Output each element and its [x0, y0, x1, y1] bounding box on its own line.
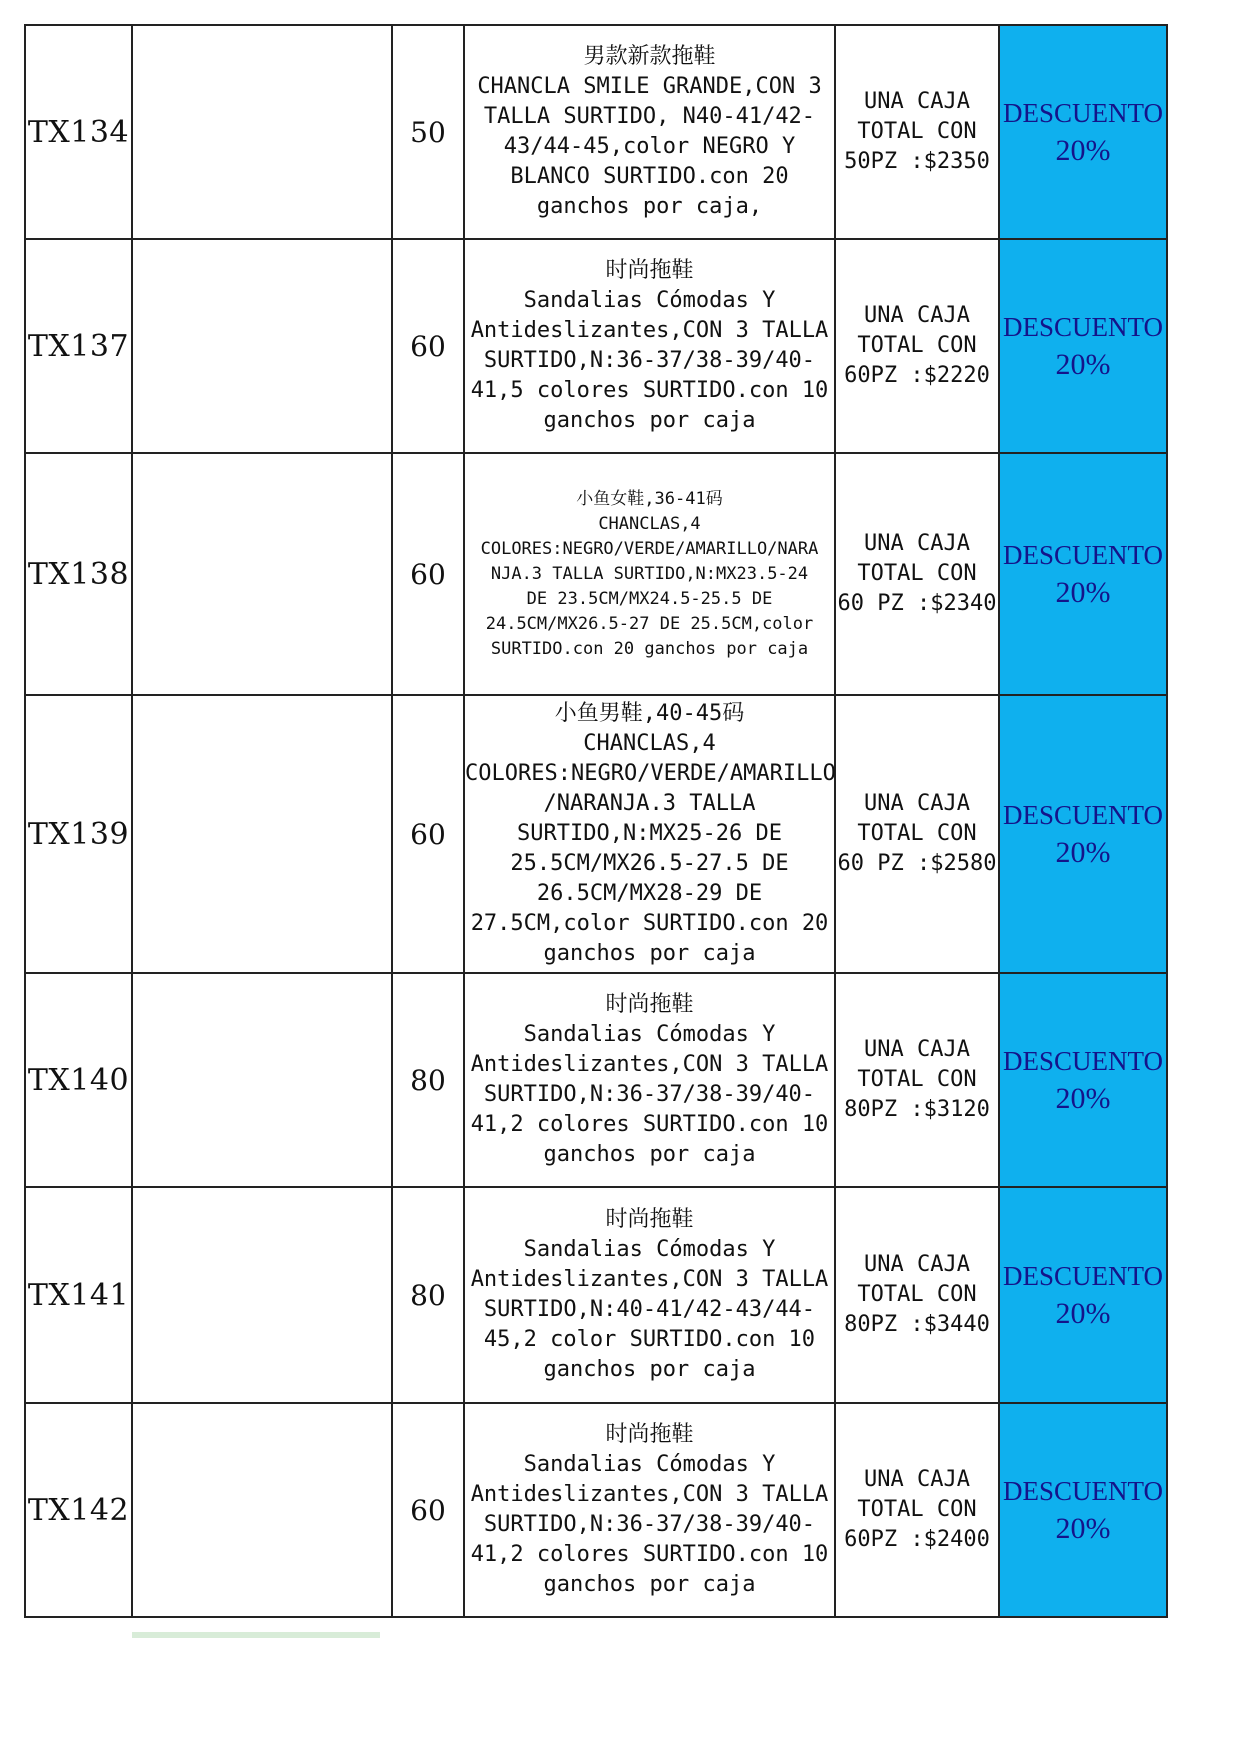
description-line: DE 23.5CM/MX24.5-25.5 DE [526, 588, 773, 609]
product-price: UNA CAJA TOTAL CON 50PZ :$2350 [835, 25, 999, 239]
product-row [25, 1187, 1167, 1403]
product-price: UNA CAJA TOTAL CON 80PZ :$3440 [835, 1187, 999, 1403]
product-row [25, 239, 1167, 453]
discount-label: DESCUENTO [1002, 800, 1163, 830]
product-photo-cell [132, 1403, 392, 1617]
description-line: 时尚拖鞋 [605, 1207, 694, 1232]
description-line: Sandalias Cómodas Y [523, 288, 776, 313]
description-line: ganchos por caja [543, 941, 756, 966]
description-line: Sandalias Cómodas Y [523, 1022, 776, 1047]
product-description [464, 1403, 835, 1617]
description-line: ganchos por caja, [536, 194, 763, 219]
product-photo-cell [132, 25, 392, 239]
description-line: COLORES:NEGRO/VERDE/AMARILLO/NARA [480, 538, 819, 559]
description-line: Antideslizantes,CON 3 TALLA [470, 1052, 829, 1077]
product-quantity: 80 [392, 1187, 464, 1403]
product-table [24, 24, 1168, 1618]
discount-label: DESCUENTO [1002, 1261, 1163, 1291]
product-code: TX138 [25, 453, 132, 695]
product-quantity: 80 [392, 973, 464, 1187]
description-line: 41,5 colores SURTIDO.con 10 [470, 378, 829, 403]
description-line: Sandalias Cómodas Y [523, 1237, 776, 1262]
discount-value: 20% [1055, 348, 1111, 381]
discount-value: 20% [1055, 1297, 1111, 1330]
discount-cell [999, 973, 1167, 1187]
description-line: SURTIDO,N:MX25-26 DE [517, 821, 782, 846]
discount-cell [999, 1403, 1167, 1617]
description-line: 男款新款拖鞋 [583, 44, 716, 69]
description-line: Antideslizantes,CON 3 TALLA [470, 1267, 829, 1292]
discount-cell [999, 25, 1167, 239]
description-line: 26.5CM/MX28-29 DE [536, 881, 763, 906]
product-row [25, 453, 1167, 695]
discount-cell [999, 453, 1167, 695]
description-line: TALLA SURTIDO, N40-41/42- [483, 104, 816, 129]
description-line: 24.5CM/MX26.5-27 DE 25.5CM,color [485, 613, 814, 634]
description-line: SURTIDO,N:36-37/38-39/40- [483, 1082, 816, 1107]
description-line: NJA.3 TALLA SURTIDO,N:MX23.5-24 [490, 563, 809, 584]
product-rows [25, 25, 1167, 1617]
product-code: TX137 [25, 239, 132, 453]
description-line: ganchos por caja [543, 408, 756, 433]
product-quantity: 60 [392, 1403, 464, 1617]
discount-label: DESCUENTO [1002, 540, 1163, 570]
description-line: ganchos por caja [543, 1357, 756, 1382]
description-line: CHANCLAS,4 [583, 731, 716, 756]
description-line: 时尚拖鞋 [605, 258, 694, 283]
product-price: UNA CAJA TOTAL CON 60PZ :$2400 [835, 1403, 999, 1617]
product-price: UNA CAJA TOTAL CON 60 PZ :$2340 [835, 453, 999, 695]
discount-label: DESCUENTO [1002, 1046, 1163, 1076]
description-line: 小鱼女鞋,36-41码 [576, 488, 723, 509]
product-code: TX140 [25, 973, 132, 1187]
description-line: 27.5CM,color SURTIDO.con 20 [470, 911, 829, 936]
description-line: 43/44-45,color NEGRO Y [503, 134, 796, 159]
description-line: 25.5CM/MX26.5-27.5 DE [510, 851, 789, 876]
product-photo-cell [132, 973, 392, 1187]
discount-value: 20% [1055, 1082, 1111, 1115]
product-code: TX134 [25, 25, 132, 239]
product-row [25, 25, 1167, 239]
image-overflow-strip [132, 1632, 380, 1638]
discount-value: 20% [1055, 1512, 1111, 1545]
description-line: CHANCLAS,4 [598, 513, 701, 534]
description-line: 小鱼男鞋,40-45码 [554, 701, 745, 726]
description-line: 41,2 colores SURTIDO.con 10 [470, 1112, 829, 1137]
description-line: BLANCO SURTIDO.con 20 [510, 164, 789, 189]
description-line: ganchos por caja [543, 1572, 756, 1597]
description-line: 时尚拖鞋 [605, 1422, 694, 1447]
discount-label: DESCUENTO [1002, 98, 1163, 128]
product-photo-cell [132, 695, 392, 973]
description-line: CHANCLA SMILE GRANDE,CON 3 [477, 74, 822, 99]
discount-value: 20% [1055, 836, 1111, 869]
product-description [464, 25, 835, 239]
product-description [464, 239, 835, 453]
description-line: ganchos por caja [543, 1142, 756, 1167]
description-line: SURTIDO,N:36-37/38-39/40- [483, 348, 816, 373]
product-code: TX139 [25, 695, 132, 973]
product-description [464, 973, 835, 1187]
description-line: /NARANJA.3 TALLA [543, 791, 756, 816]
product-description [464, 1187, 835, 1403]
discount-cell [999, 695, 1167, 973]
description-line: 时尚拖鞋 [605, 992, 694, 1017]
product-code: TX142 [25, 1403, 132, 1617]
description-line: SURTIDO,N:36-37/38-39/40- [483, 1512, 816, 1537]
description-line: SURTIDO,N:40-41/42-43/44- [483, 1297, 816, 1322]
product-price: UNA CAJA TOTAL CON 80PZ :$3120 [835, 973, 999, 1187]
product-photo-cell [132, 239, 392, 453]
description-line: Antideslizantes,CON 3 TALLA [470, 1482, 829, 1507]
product-price: UNA CAJA TOTAL CON 60PZ :$2220 [835, 239, 999, 453]
description-line: 45,2 color SURTIDO.con 10 [483, 1327, 816, 1352]
description-line: COLORES:NEGRO/VERDE/AMARILLO [465, 761, 836, 786]
product-quantity: 60 [392, 453, 464, 695]
description-line: 41,2 colores SURTIDO.con 10 [470, 1542, 829, 1567]
product-quantity: 50 [392, 25, 464, 239]
product-row [25, 695, 1167, 973]
product-quantity: 60 [392, 695, 464, 973]
discount-label: DESCUENTO [1002, 312, 1163, 342]
discount-cell [999, 239, 1167, 453]
product-row [25, 973, 1167, 1187]
product-description [464, 453, 835, 695]
description-line: Sandalias Cómodas Y [523, 1452, 776, 1477]
product-photo-cell [132, 453, 392, 695]
discount-value: 20% [1055, 134, 1111, 167]
description-line: SURTIDO.con 20 ganchos por caja [490, 638, 809, 659]
description-line: Antideslizantes,CON 3 TALLA [470, 318, 829, 343]
product-description [464, 695, 835, 973]
product-photo-cell [132, 1187, 392, 1403]
product-price: UNA CAJA TOTAL CON 60 PZ :$2580 [835, 695, 999, 973]
product-quantity: 60 [392, 239, 464, 453]
discount-cell [999, 1187, 1167, 1403]
product-row [25, 1403, 1167, 1617]
discount-label: DESCUENTO [1002, 1476, 1163, 1506]
product-code: TX141 [25, 1187, 132, 1403]
discount-value: 20% [1055, 576, 1111, 609]
